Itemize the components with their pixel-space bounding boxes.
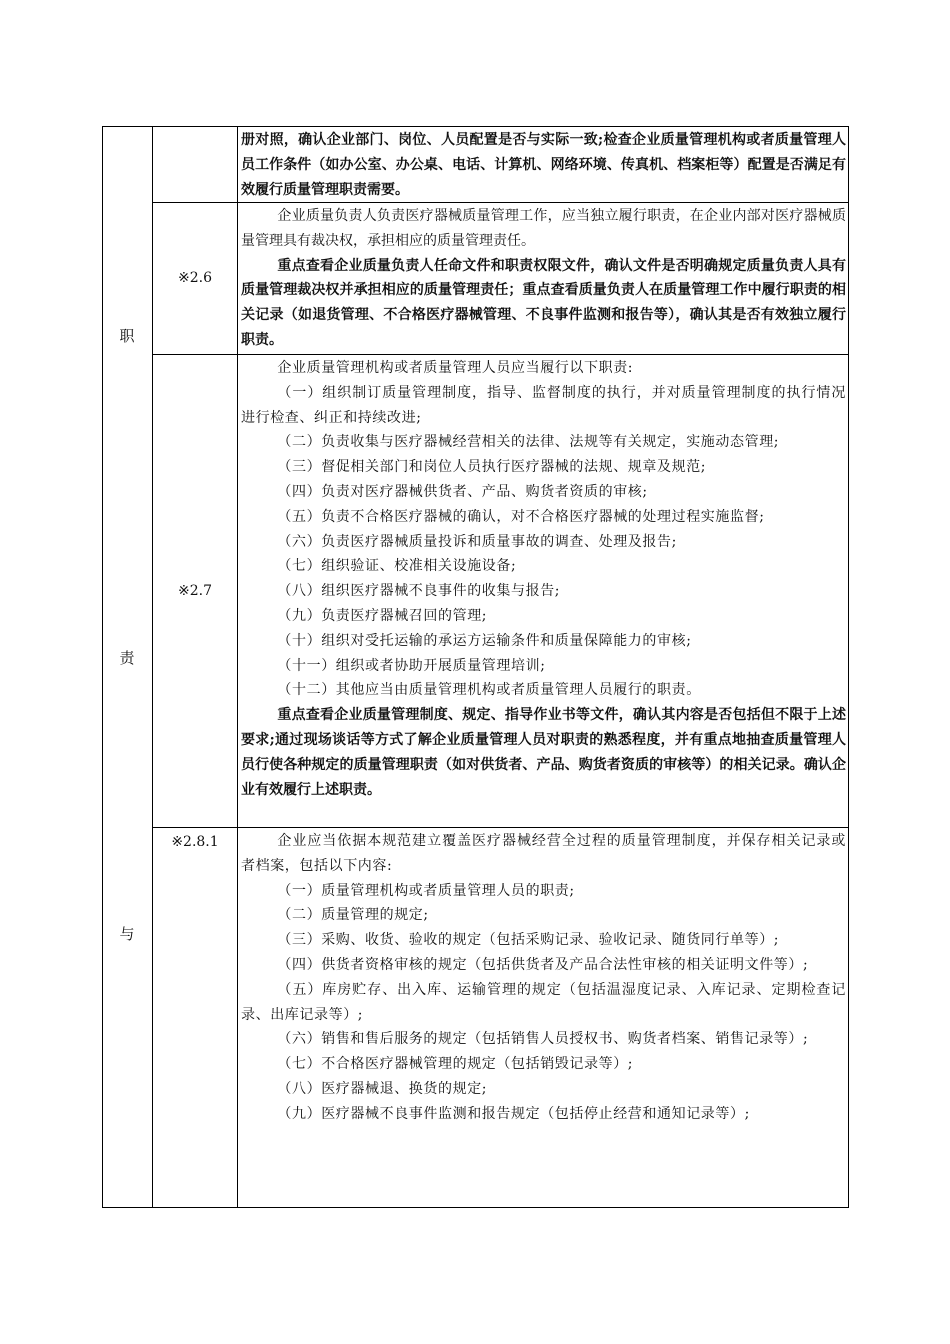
row-divider-3: [152, 827, 849, 828]
column-divider-2: [237, 126, 238, 1208]
paragraph: （六）负责医疗器械质量投诉和质量事故的调查、处理及报告;: [277, 533, 677, 550]
paragraph: 企业质量管理机构或者质量管理人员应当履行以下职责:: [277, 360, 634, 376]
paragraph: （八）组织医疗器械不良事件的收集与报告;: [277, 583, 561, 600]
paragraph: （五）库房贮存、出入库、运输管理的规定（包括温湿度记录、入库记录、定期检查记录、出库记录等）;: [241, 981, 846, 1023]
paragraph: （一）质量管理机构或者质量管理人员的职责;: [277, 882, 575, 899]
paragraph: 企业质量负责人负责医疗器械质量管理工作，应当独立履行职责，在企业内部对医疗器械质量管理具有裁决权，承担相应的质量管理责任。: [241, 208, 846, 249]
paragraph: （八）医疗器械退、换货的规定;: [277, 1080, 488, 1097]
content-cell-continued: [241, 128, 846, 202]
paragraph: （二）质量管理的规定;: [277, 907, 429, 924]
table-border-right: [848, 126, 849, 1208]
paragraph: （二）负责收集与医疗器械经营相关的法律、法规等有关规定，实施动态管理;: [277, 434, 780, 451]
table-border-top: [102, 126, 849, 127]
table-border-bottom: [102, 1207, 849, 1208]
paragraph: （十二）其他应当由质量管理机构或者质量管理人员履行的职责。: [277, 682, 701, 699]
paragraph: （三）督促相关部门和岗位人员执行医疗器械的法规、规章及规范;: [277, 459, 707, 476]
content-cell-2-8-1: [241, 829, 846, 1127]
paragraph: （四）供货者资格审核的规定（包括供货者及产品合法性审核的相关证明文件等）;: [277, 956, 809, 973]
paragraph: （十一）组织或者协助开展质量管理培训;: [277, 657, 546, 674]
paragraph: 重点查看企业质量管理制度、规定、指导作业书等文件，确认其内容是否包括但不限于上述要求;通过现场谈话等方式了解企业质量管理人员对职责的熟悉程度，并有重点地抽查质量管理人员行使各种规定的质量管理职责（如对供货者、产品、购货者资质的审核等）的相关记录。确认企业有效履行上述职责。: [241, 707, 846, 798]
category-char-3: 与: [119, 925, 135, 943]
item-code-2-8-1: ※2.8.1: [171, 834, 219, 850]
row-divider-2: [152, 354, 849, 355]
paragraph: （九）负责医疗器械召回的管理;: [277, 607, 488, 624]
paragraph: 重点查看企业质量负责人任命文件和职责权限文件，确认文件是否明确规定质量负责人具有质量管理裁决权并承担相应的质量管理责任；重点查看质量负责人在质量管理工作中履行职责的相关记录（如退货管理、不合格医疗器械管理、不良事件监测和报告等），确认其是否有效独立履行职责。: [241, 257, 846, 348]
content-cell-2-6: [241, 204, 846, 353]
paragraph: （四）负责对医疗器械供货者、产品、购货者资质的审核;: [277, 483, 648, 500]
paragraph: （七）不合格医疗器械管理的规定（包括销毁记录等）;: [277, 1056, 634, 1073]
category-char-2: 责: [119, 649, 135, 667]
paragraph: （六）销售和售后服务的规定（包括销售人员授权书、购货者档案、销售记录等）;: [277, 1031, 809, 1048]
column-divider-1: [152, 126, 153, 1208]
paragraph: （七）组织验证、校准相关设施设备;: [277, 558, 517, 575]
paragraph: 册对照，确认企业部门、岗位、人员配置是否与实际一致;检查企业质量管理机构或者质量管理人员工作条件（如办公室、办公桌、电话、计算机、网络环境、传真机、档案柜等）配置是否满足有效履行质量管理职责需要。: [241, 132, 846, 198]
content-cell-2-7: [241, 356, 846, 802]
paragraph: （一）组织制订质量管理制度，指导、监督制度的执行，并对质量管理制度的执行情况进行检查、纠正和持续改进;: [241, 384, 846, 426]
paragraph: 企业应当依据本规范建立覆盖医疗器械经营全过程的质量管理制度，并保存相关记录或者档案，包括以下内容:: [241, 833, 846, 874]
inspection-table: [102, 126, 849, 1208]
item-code-2-6: ※2.6: [178, 270, 212, 286]
category-char-1: 职: [119, 327, 135, 345]
paragraph: （五）负责不合格医疗器械的确认，对不合格医疗器械的处理过程实施监督;: [277, 508, 765, 525]
paragraph: （三）采购、收货、验收的规定（包括采购记录、验收记录、随货同行单等）;: [277, 932, 780, 949]
paragraph: （十）组织对受托运输的承运方运输条件和质量保障能力的审核;: [277, 632, 692, 649]
item-code-2-7: ※2.7: [178, 583, 212, 599]
paragraph: （九）医疗器械不良事件监测和报告规定（包括停止经营和通知记录等）;: [277, 1105, 750, 1122]
